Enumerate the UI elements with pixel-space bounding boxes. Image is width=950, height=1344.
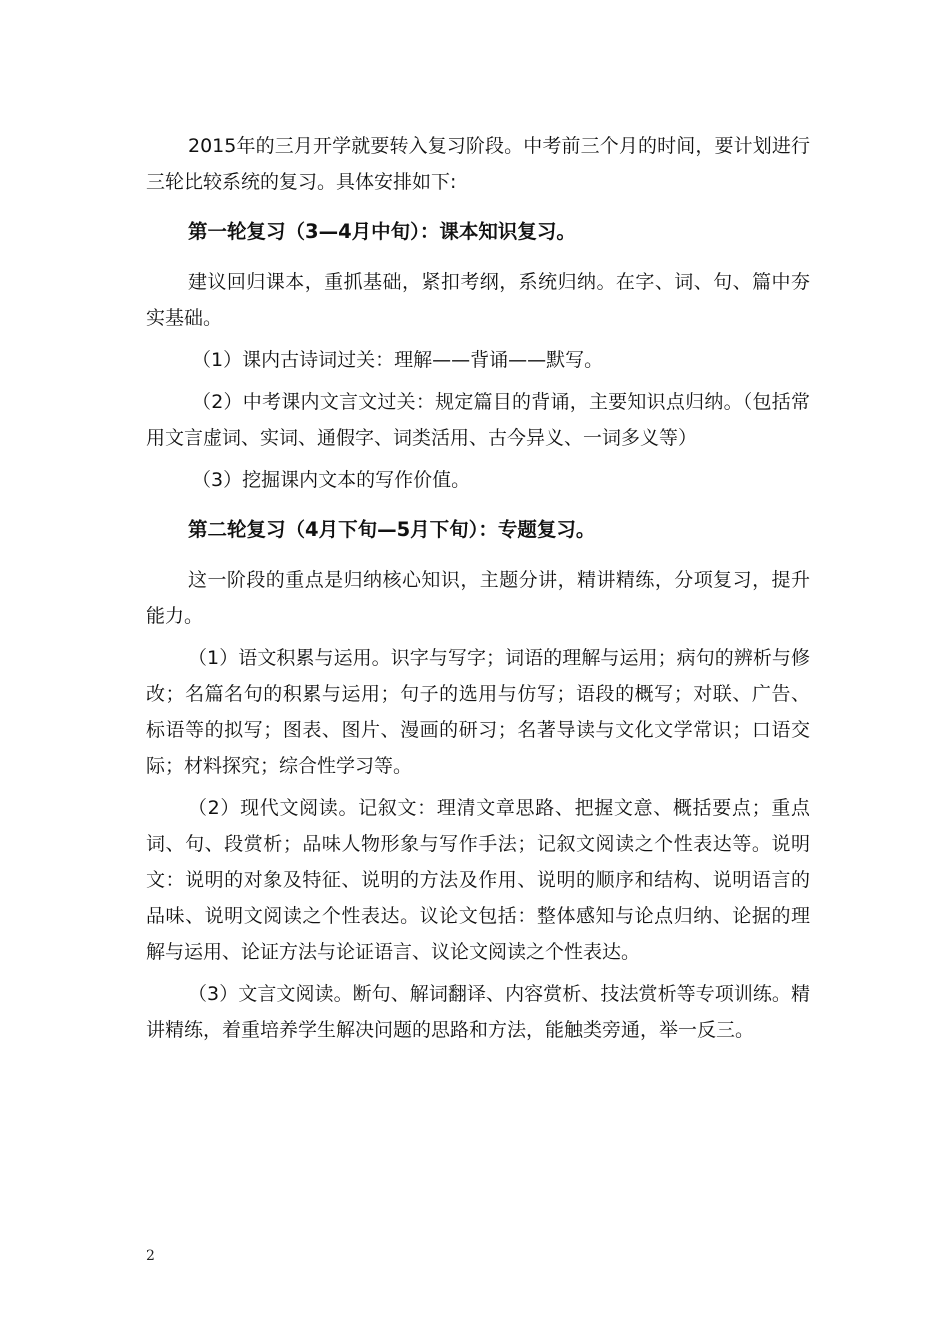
round-1-item-1: （1）课内古诗词过关：理解——背诵——默写。 [192,349,604,371]
round-2-item-3: （3）文言文阅读。断句、解词翻译、内容赏析、技法赏析等专项训练。精讲精练，着重培养学生解决问题的思路和方法，能触类旁通，举一反三。 [146,983,810,1041]
round-2-item-1: （1）语文积累与运用。识字与写字；词语的理解与运用；病句的辨析与修改；名篇名句的积累与运用；句子的选用与仿写；语段的概写；对联、广告、标语等的拟写；图表、图片、漫画的研习；名著导读与文化文学常识；口语交际；材料探究；综合性学习等。 [146,647,810,777]
round-2-description: 这一阶段的重点是归纳核心知识，主题分讲，精讲精练，分项复习，提升能力。 [146,569,810,627]
round-2-item-2: （2）现代文阅读。记叙文：理清文章思路、把握文意、概括要点；重点词、句、段赏析；品味人物形象与写作手法；记叙文阅读之个性表达等。说明文：说明的对象及特征、说明的方法及作用、说明的顺序和结构、说明语言的品味、说明文阅读之个性表达。议论文包括：整体感知与论点归纳、论据的理解与运用、论证方法与论证语言、议论文阅读之个性表达。 [146,797,810,963]
round-1-item-2: （2）中考课内文言文过关：规定篇目的背诵，主要知识点归纳。（包括常用文言虚词、实词、通假字、词类活用、古今异义、一词多义等） [146,391,810,449]
page-number: 2 [146,1248,155,1264]
round-1-description: 建议回归课本，重抓基础，紧扣考纲，系统归纳。在字、词、句、篇中夯实基础。 [146,271,810,329]
section-heading-round-1: 第一轮复习（3—4月中旬）：课本知识复习。 [188,220,576,243]
document-body [146,128,810,1048]
intro-paragraph: 2015年的三月开学就要转入复习阶段。中考前三个月的时间，要计划进行三轮比较系统的复习。具体安排如下: [146,135,810,193]
section-heading-round-2: 第二轮复习（4月下旬—5月下旬）：专题复习。 [188,518,596,541]
round-1-item-3: （3）挖掘课内文本的写作价值。 [192,469,471,491]
